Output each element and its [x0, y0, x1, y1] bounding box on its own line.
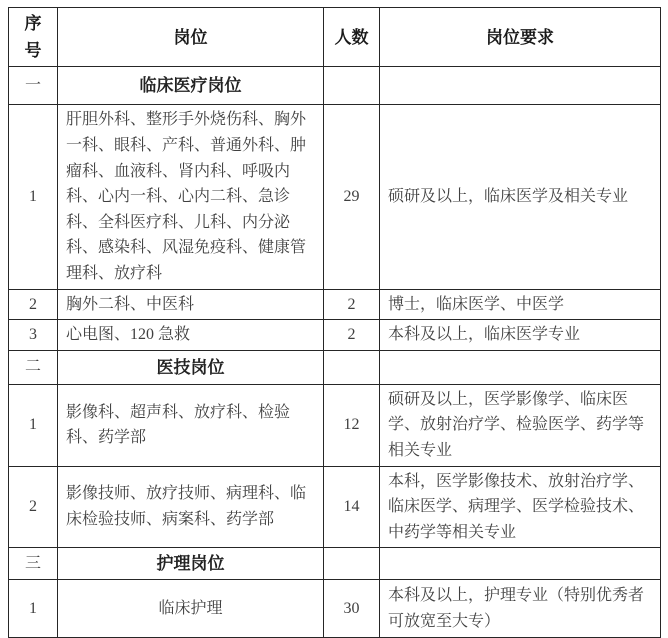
headcount-cell: 29 — [324, 105, 380, 289]
headcount-cell: 2 — [324, 289, 380, 320]
requirement-cell: 硕研及以上，医学影像学、临床医学、放射治疗学、检验医学、药学等相关专业 — [380, 384, 661, 466]
requirement-cell — [380, 548, 661, 580]
position-cell: 肝胆外科、整形手外烧伤科、胸外一科、眼科、产科、普通外科、肿瘤科、血液科、肾内科、呼吸内科、心内一科、心内二科、急诊科、全科医疗科、儿科、内分泌科、感染科、风湿免疫科、健康管理科、放疗科 — [58, 105, 324, 289]
row-number-cell: 三 — [9, 548, 58, 580]
row-number-cell: 3 — [9, 320, 58, 351]
section-row-clinical — [9, 67, 661, 105]
position-cell: 影像技师、放疗技师、病理科、临床检验技师、病案科、药学部 — [58, 466, 324, 548]
header-cell-requirement: 岗位要求 — [380, 8, 661, 67]
row-number-cell: 2 — [9, 289, 58, 320]
section-row-medtech — [9, 350, 661, 384]
headcount-cell: 30 — [324, 580, 380, 638]
requirement-cell: 硕研及以上，临床医学及相关专业 — [380, 105, 661, 289]
requirement-cell: 本科及以上，临床医学专业 — [380, 320, 661, 351]
table-row — [9, 289, 661, 320]
headcount-cell — [324, 67, 380, 105]
requirement-cell: 博士，临床医学、中医学 — [380, 289, 661, 320]
row-number-cell: 1 — [9, 105, 58, 289]
recruitment-table — [8, 7, 661, 638]
row-number-cell: 1 — [9, 384, 58, 466]
header-cell-count: 人数 — [324, 8, 380, 67]
position-cell: 影像科、超声科、放疗科、检验科、药学部 — [58, 384, 324, 466]
headcount-cell: 14 — [324, 466, 380, 548]
header-cell-position: 岗位 — [58, 8, 324, 67]
table-row — [9, 320, 661, 351]
table-header-row — [9, 8, 661, 67]
requirement-cell: 本科，医学影像技术、放射治疗学、临床医学、病理学、医学检验技术、中药学等相关专业 — [380, 466, 661, 548]
requirement-cell — [380, 67, 661, 105]
table-row — [9, 580, 661, 638]
row-number-cell: 2 — [9, 466, 58, 548]
headcount-cell — [324, 548, 380, 580]
position-cell: 胸外二科、中医科 — [58, 289, 324, 320]
requirement-cell: 本科及以上，护理专业（特别优秀者可放宽至大专） — [380, 580, 661, 638]
row-number-cell: 二 — [9, 350, 58, 384]
headcount-cell: 12 — [324, 384, 380, 466]
section-title-cell: 医技岗位 — [58, 350, 324, 384]
table-row — [9, 466, 661, 548]
position-cell: 临床护理 — [58, 580, 324, 638]
requirement-cell — [380, 350, 661, 384]
headcount-cell — [324, 350, 380, 384]
section-title-cell: 护理岗位 — [58, 548, 324, 580]
row-number-cell: 1 — [9, 580, 58, 638]
header-cell-no: 序号 — [9, 8, 58, 67]
position-cell: 心电图、120 急救 — [58, 320, 324, 351]
section-title-cell: 临床医疗岗位 — [58, 67, 324, 105]
table-row — [9, 105, 661, 289]
headcount-cell: 2 — [324, 320, 380, 351]
table-row — [9, 384, 661, 466]
row-number-cell: 一 — [9, 67, 58, 105]
section-row-nursing — [9, 548, 661, 580]
